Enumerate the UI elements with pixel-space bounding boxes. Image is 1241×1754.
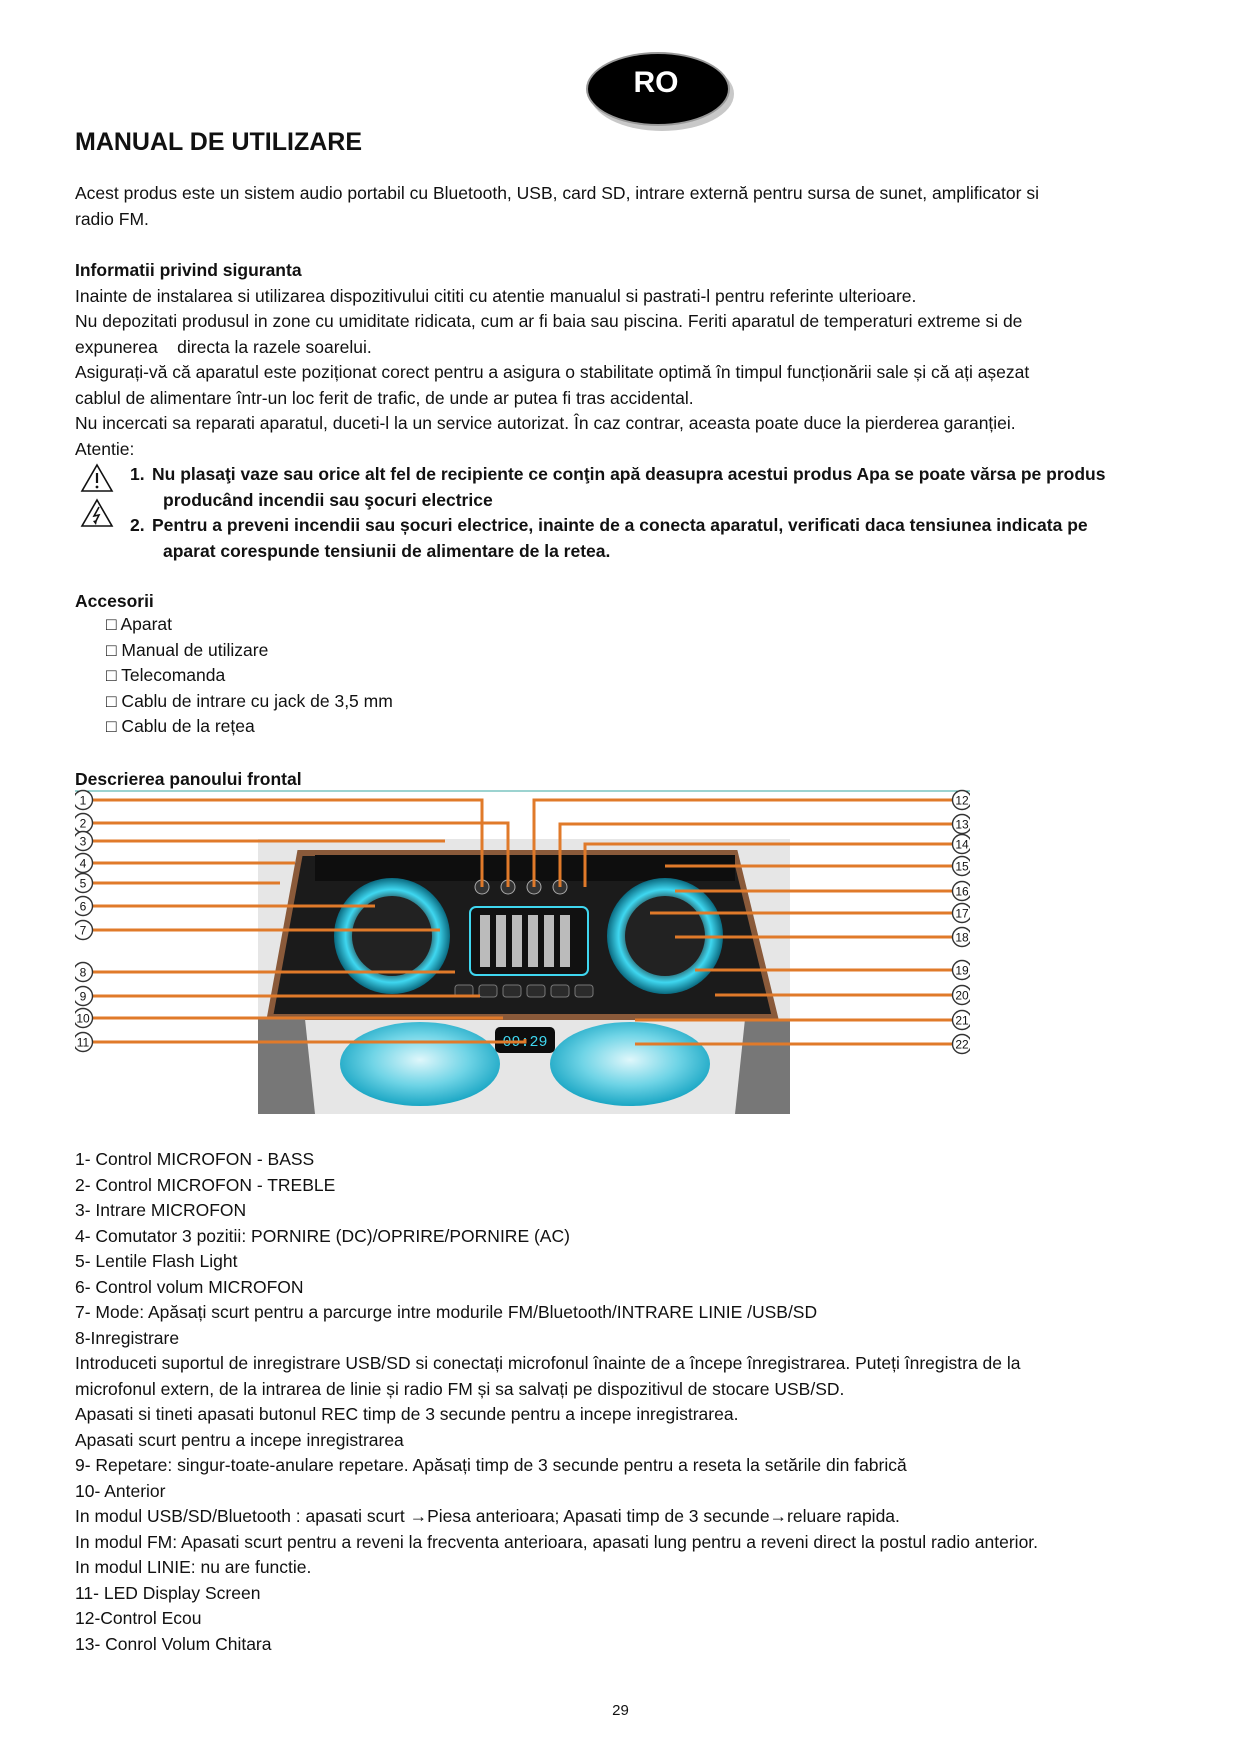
left-callout-number: 8: [79, 965, 87, 980]
panel-description-line: 3- Intrare MICROFON: [75, 1200, 247, 1220]
panel-description-line: 2- Control MICROFON - TREBLE: [75, 1174, 336, 1195]
caution-triangle-icon: [80, 463, 114, 493]
safety-heading: Informatii privind siguranta: [75, 260, 302, 280]
front-panel-diagram: [75, 789, 970, 1114]
safety-section: [75, 258, 1165, 462]
left-callout-number: 1: [79, 793, 87, 808]
accessories-heading: Accesorii: [75, 591, 154, 611]
panel-description-line: 12-Control Ecou: [75, 1608, 202, 1628]
list-item: □ Aparat: [106, 614, 173, 634]
panel-description-line: In modul FM: Apasati scurt pentru a reveni la frecventa anterioara, apasati lung pentru a reveni direct la postul radio anterior.: [75, 1531, 1039, 1552]
page-title: MANUAL DE UTILIZARE: [75, 128, 363, 156]
panel-description-line: 4- Comutator 3 pozitii: PORNIRE (DC)/OPRIRE/PORNIRE (AC): [75, 1225, 570, 1246]
right-callout-number: 14: [955, 837, 969, 852]
language-badge-label: RO: [633, 66, 679, 99]
right-callout-number: 13: [955, 817, 969, 832]
warning-number: 1.: [130, 464, 145, 484]
panel-description-line: In modul USB/SD/Bluetooth : apasati scurt →Piesa anterioara; Apasati timp de 3 secunde→reluare rapida.: [75, 1506, 900, 1526]
list-item: □ Telecomanda: [106, 665, 226, 685]
warning-text-continued: aparat corespunde tensiunii de alimentare de la retea.: [163, 540, 611, 561]
right-callout-number: 20: [955, 988, 969, 1003]
left-speaker-lens: [340, 1022, 500, 1106]
left-callout-number: 7: [79, 923, 87, 938]
right-speaker-lens: [550, 1022, 710, 1106]
left-callout-number: 2: [79, 816, 87, 831]
panel-description-line: Introduceti suportul de inregistrare USB/SD si conectați microfonul înainte de a începe înregistrarea. Puteți înregistra de la: [75, 1353, 1021, 1373]
led-display-time: 09:29: [502, 1034, 548, 1051]
right-callout-number: 18: [955, 930, 969, 945]
panel-description-line: Apasati si tineti apasati butonul REC timp de 3 secunde pentru a incepe inregistrarea.: [75, 1404, 739, 1424]
list-item: □ Manual de utilizare: [106, 639, 269, 660]
panel-description-line: 7- Mode: Apăsați scurt pentru a parcurge intre modurile FM/Bluetooth/INTRARE LINIE /USB/SD: [75, 1302, 818, 1322]
safety-line: Atentie:: [75, 438, 135, 459]
intro-line: radio FM.: [75, 208, 149, 229]
panel-description-list: [75, 1147, 1175, 1657]
panel-description-line: 10- Anterior: [75, 1480, 166, 1501]
intro-line: Acest produs este un sistem audio portabil cu Bluetooth, USB, card SD, intrare externă pentru sursa de sunet, amplificator si: [75, 183, 1039, 203]
left-callout-number: 3: [79, 834, 87, 849]
left-callout-number: 9: [79, 989, 87, 1004]
intro-paragraph: [75, 181, 1165, 232]
safety-line: cablul de alimentare într-un loc ferit de trafic, de unde ar putea fi tras accidental.: [75, 387, 694, 408]
panel-description-line: 6- Control volum MICROFON: [75, 1276, 304, 1297]
right-callout-number: 17: [955, 906, 969, 921]
safety-line: expunerea directa la razele soarelui.: [75, 336, 372, 357]
right-callout-number: 15: [955, 859, 969, 874]
warning-text-continued: producând incendii sau şocuri electrice: [163, 489, 493, 510]
left-callout-number: 6: [79, 899, 87, 914]
safety-line: Inainte de instalarea si utilizarea dispozitivului cititi cu atentie manualul si pastrati-l pentru referinte ulterioare.: [75, 285, 917, 306]
left-callout-number: 5: [79, 876, 87, 891]
safety-line: Asigurați-vă că aparatul este poziționat corect pentru a asigura o stabilitate optimă în timpul funcționării sale și că ați așezat: [75, 362, 1030, 382]
electric-shock-triangle-icon: [80, 498, 114, 528]
warning-item-2: [130, 513, 1150, 564]
warning-number: 2.: [130, 515, 145, 535]
right-callout-number: 12: [955, 793, 969, 808]
panel-description-line: 8-Inregistrare: [75, 1327, 180, 1348]
panel-description-line: 11- LED Display Screen: [75, 1582, 261, 1603]
left-callout-number: 10: [76, 1011, 90, 1026]
safety-line: Nu depozitati produsul in zone cu umiditate ridicata, cum ar fi baia sau piscina. Feriti aparatul de temperaturi extreme si de: [75, 311, 1023, 331]
right-callout-number: 22: [955, 1037, 969, 1052]
language-badge: [586, 52, 726, 122]
front-panel-heading: Descrierea panoului frontal: [75, 769, 302, 789]
warning-text: Nu plasaţi vaze sau orice alt fel de recipiente ce conţin apă deasupra acestui produs Apa se poate vărsa pe produs: [152, 464, 1106, 484]
left-callouts: [75, 791, 93, 1052]
list-item: □ Cablu de intrare cu jack de 3,5 mm: [106, 690, 393, 711]
left-callout-number: 11: [76, 1035, 90, 1050]
panel-description-line: 9- Repetare: singur-toate-anulare repetare. Apăsați timp de 3 secunde pentru a reseta la setările din fabrică: [75, 1455, 907, 1475]
page-number: 29: [612, 1702, 629, 1719]
panel-description-line: Apasati scurt pentru a incepe inregistrarea: [75, 1429, 404, 1450]
safety-line: Nu incercati sa reparati aparatul, duceti-l la un service autorizat. În caz contrar, aceasta poate duce la pierderea garanției.: [75, 413, 1016, 433]
left-callout-number: 4: [79, 856, 87, 871]
panel-description-line: 13- Conrol Volum Chitara: [75, 1633, 272, 1654]
right-callouts: [953, 791, 971, 1054]
accessories-list: [106, 612, 393, 740]
right-callout-number: 21: [955, 1013, 969, 1028]
list-item: □ Cablu de la rețea: [106, 716, 255, 736]
panel-description-line: microfonul extern, de la intrarea de linie și radio FM și sa salvați pe dispozitivul de stocare USB/SD.: [75, 1378, 845, 1399]
warning-text: Pentru a preveni incendii sau șocuri electrice, inainte de a conecta aparatul, verificati daca tensiunea indicata pe: [152, 515, 1088, 535]
panel-description-line: In modul LINIE: nu are functie.: [75, 1557, 312, 1577]
warning-item-1: [130, 462, 1150, 513]
right-callout-number: 19: [955, 963, 969, 978]
right-callout-number: 16: [955, 884, 969, 899]
panel-description-line: 5- Lentile Flash Light: [75, 1251, 238, 1271]
panel-description-line: 1- Control MICROFON - BASS: [75, 1149, 315, 1169]
